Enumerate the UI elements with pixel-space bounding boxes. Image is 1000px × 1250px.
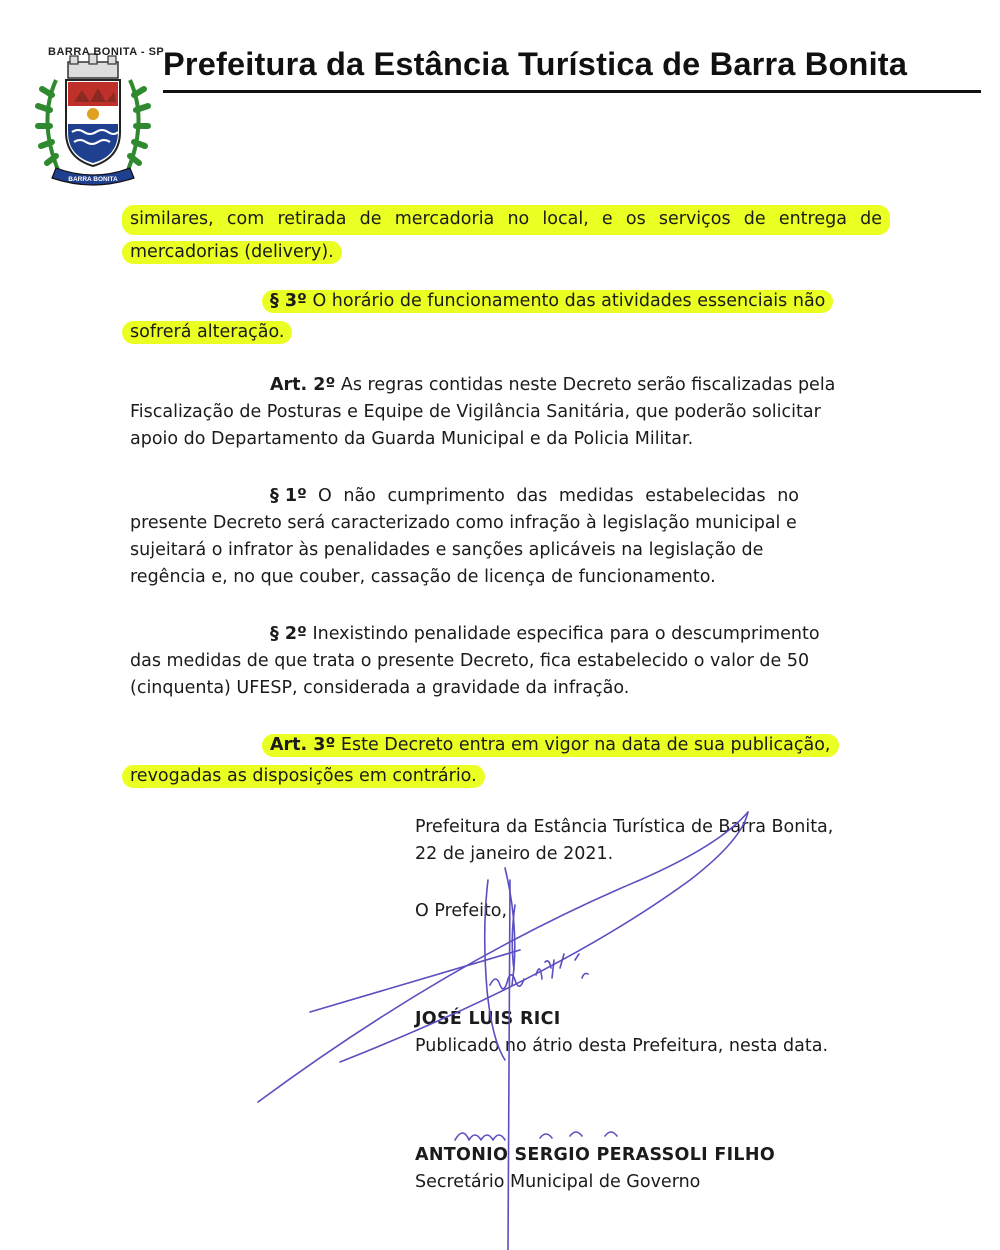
paragraph-line: apoio do Departamento da Guarda Municipal e da Policia Militar. xyxy=(130,429,694,449)
article-label: Art. 3º xyxy=(270,735,336,755)
coat-of-arms-icon xyxy=(28,40,158,190)
paragraph-line: Fiscalização de Posturas e Equipe de Vigilância Sanitária, que poderão solicitar xyxy=(130,402,821,422)
section-label: § 3º xyxy=(270,291,307,311)
article-label: Art. 2º xyxy=(270,375,336,395)
paragraph-article-3 xyxy=(130,732,870,790)
paragraph-continuation xyxy=(130,205,882,266)
paragraph-section-3 xyxy=(130,288,870,346)
paragraph-line: revogadas as disposições em contrário. xyxy=(122,765,485,788)
mayor-name: JOSÉ LUIS RICI xyxy=(415,1009,561,1029)
paragraph-line: regência e, no que couber, cassação de licença de funcionamento. xyxy=(130,567,716,587)
header-divider xyxy=(163,90,981,93)
paragraph-section-2 xyxy=(130,621,870,702)
paragraph-line: O horário de funcionamento das atividades essenciais não xyxy=(312,291,826,311)
paragraph-line: sujeitará o infrator às penalidades e sanções aplicáveis na legislação de xyxy=(130,540,764,560)
section-label: § 1º xyxy=(270,486,307,506)
paragraph-article-2 xyxy=(130,372,870,453)
paragraph-line: Inexistindo penalidade especifica para o descumprimento xyxy=(312,624,820,644)
secretary-name: ANTONIO SERGIO PERASSOLI FILHO xyxy=(415,1145,775,1165)
paragraph-line: O não cumprimento das medidas estabelecidas no xyxy=(318,486,799,506)
closing-date: 22 de janeiro de 2021. xyxy=(415,844,614,864)
mayor-title: O Prefeito, xyxy=(415,901,508,921)
paragraph-line: mercadorias (delivery). xyxy=(122,241,342,264)
paragraph-line: similares, com retirada de mercadoria no local, e os serviços de entrega de xyxy=(122,205,890,235)
page-title: Prefeitura da Estância Turística de Barra Bonita xyxy=(163,46,908,82)
secretary-title: Secretário Municipal de Governo xyxy=(415,1172,701,1192)
paragraph-section-1 xyxy=(130,483,870,591)
closing-place: Prefeitura da Estância Turística de Barra Bonita, xyxy=(415,817,834,837)
published-note: Publicado no átrio desta Prefeitura, nesta data. xyxy=(415,1036,829,1056)
paragraph-line: sofrerá alteração. xyxy=(122,321,292,344)
crest-top-text: BARRA BONITA - SP xyxy=(48,46,165,58)
section-label: § 2º xyxy=(270,624,307,644)
letterhead xyxy=(0,0,1000,190)
paragraph-line: As regras contidas neste Decreto serão fiscalizadas pela xyxy=(340,375,836,395)
crest-banner-text: BARRA BONITA xyxy=(68,176,118,183)
paragraph-line: presente Decreto será caracterizado como infração à legislação municipal e xyxy=(130,513,797,533)
paragraph-line: das medidas de que trata o presente Decreto, fica estabelecido o valor de 50 xyxy=(130,651,810,671)
paragraph-line: Este Decreto entra em vigor na data de sua publicação, xyxy=(340,735,831,755)
paragraph-line: (cinquenta) UFESP, considerada a gravidade da infração. xyxy=(130,678,630,698)
